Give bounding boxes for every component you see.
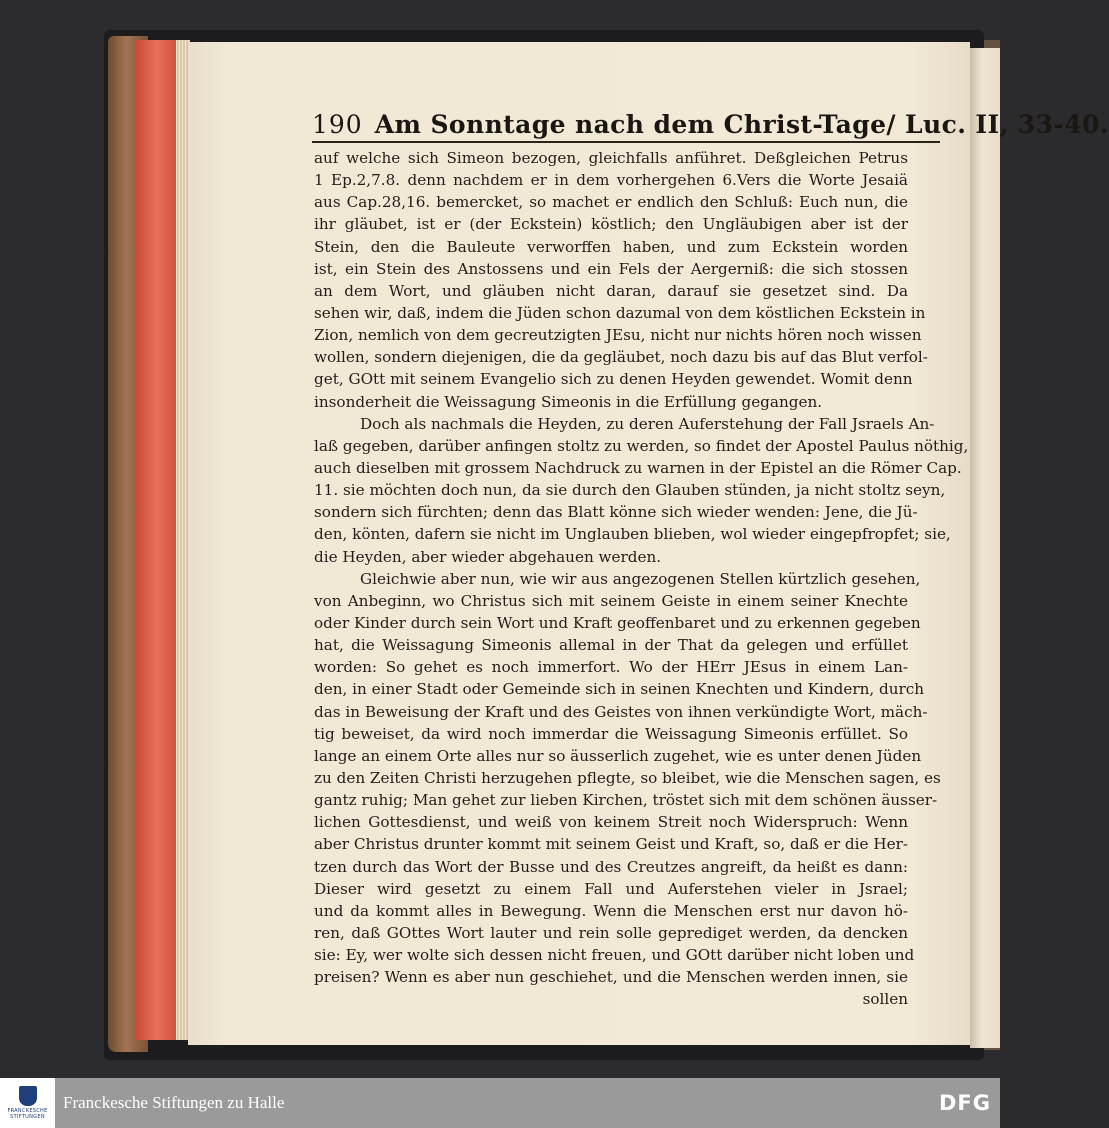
- text-line: sehen wir, daß, indem die Jüden schon dazumal von dem köstlichen Eckstein in: [314, 303, 926, 322]
- text-line: auf welche sich Simeon bezogen, gleichfalls anführet. Deßgleichen Petrus: [314, 149, 908, 167]
- institution-logo[interactable]: [0, 1078, 55, 1128]
- text-line: ihr gläubet, ist er (der Eckstein) köstlich; den Ungläubigen aber ist der: [314, 215, 908, 234]
- text-line: gantz ruhig; Man gehet zur lieben Kirchen, tröstet sich mit dem schönen äusser-: [314, 791, 938, 810]
- text-line: insonderheit die Weissagung Simeonis in die Erfüllung gegangen.: [314, 392, 823, 411]
- text-line: zu den Zeiten Christi herzugehen pflegte, so bleibet, wie die Menschen sagen, es: [314, 768, 941, 787]
- text-line: sondern sich fürchten; denn das Blatt könne sich wieder wenden: Jene, die Jü-: [314, 503, 918, 522]
- page-header: [312, 107, 1109, 139]
- text-line: tzen durch das Wort der Busse und des Creutzes angreift, da heißt es dann:: [314, 857, 908, 876]
- text-line: aber Christus drunter kommt mit seinem Geist und Kraft, so, daß er die Her-: [314, 835, 908, 854]
- page-text: [314, 147, 969, 1010]
- text-line: an dem Wort, und gläuben nicht daran, darauf sie gesetzet sind. Da: [314, 281, 908, 300]
- text-line: aus Cap.28,16. bemercket, so machet er endlich den Schluß: Euch nun, die: [314, 193, 908, 212]
- running-head: Am Sonntage nach dem Christ-Tage/ Luc. II, 33-40.: [374, 110, 1109, 139]
- catchword: sollen: [862, 990, 908, 1009]
- page-number: 190: [312, 110, 363, 139]
- text-line: 1 Ep.2,7.8. denn nachdem er in dem vorhergehen 6.Vers die Worte Jesaiä: [314, 171, 908, 190]
- header-rule: [312, 141, 940, 143]
- seal-icon: [19, 1086, 37, 1106]
- text-line: ren, daß GOttes Wort lauter und rein solle geprediget werden, da dencken: [314, 923, 908, 942]
- text-line: den, könten, dafern sie nicht im Unglauben blieben, wol wieder eingepfropfet; sie,: [314, 525, 951, 544]
- text-line: lichen Gottesdienst, und weiß von keinem Streit noch Widerspruch: Wenn: [314, 813, 908, 832]
- text-line: laß gegeben, darüber anfingen stoltz zu werden, so findet der Apostel Paulus nöthig,: [314, 436, 969, 455]
- text-line: 11. sie möchten doch nun, da sie durch den Glauben stünden, ja nicht stoltz seyn,: [314, 481, 946, 500]
- text-line: hat, die Weissagung Simeonis allemal in der That da gelegen und erfüllet: [314, 636, 908, 655]
- text-line: die Heyden, aber wieder abgehauen werden.: [314, 547, 662, 566]
- text-line: und da kommt alles in Bewegung. Wenn die Menschen erst nur davon hö-: [314, 901, 908, 920]
- facing-page-edge: [970, 48, 1000, 1048]
- text-line: ist, ein Stein des Anstossens und ein Fels der Aergerniß: die sich stossen: [314, 259, 908, 278]
- text-line: wollen, sondern diejenigen, die da gegläubet, noch dazu bis auf das Blut verfol-: [314, 348, 928, 367]
- text-line: worden: So gehet es noch immerfort. Wo der HErr JEsus in einem Lan-: [314, 658, 908, 677]
- text-line: auch dieselben mit grossem Nachdruck zu warnen in der Epistel an die Römer Cap.: [314, 458, 962, 477]
- text-line: von Anbeginn, wo Christus sich mit seinem Geiste in einem seiner Knechte: [314, 591, 908, 610]
- text-line: Gleichwie aber nun, wie wir aus angezogenen Stellen kürtzlich gesehen,: [360, 569, 921, 588]
- text-line: lange an einem Orte alles nur so äusserlich zugehet, wie es unter denen Jüden: [314, 746, 922, 765]
- text-line: Dieser wird gesetzt zu einem Fall und Auferstehen vieler in Jsrael;: [314, 879, 908, 898]
- text-line: Zion, nemlich von dem gecreutzigten JEsu, nicht nur nichts hören noch wissen: [314, 326, 922, 345]
- footer-bar: [0, 1078, 1000, 1128]
- text-line: oder Kinder durch sein Wort und Kraft geoffenbaret und zu erkennen gegeben: [314, 613, 921, 632]
- text-line: das in Beweisung der Kraft und des Geistes von ihnen verkündigte Wort, mäch-: [314, 702, 928, 721]
- funder-logo[interactable]: DFG: [938, 1091, 991, 1115]
- text-line: tig beweiset, da wird noch immerdar die Weissagung Simeonis erfüllet. So: [314, 724, 908, 743]
- institution-name[interactable]: Franckesche Stiftungen zu Halle: [63, 1093, 285, 1112]
- text-line: den, in einer Stadt oder Gemeinde sich in seinen Knechten und Kindern, durch: [314, 680, 925, 699]
- text-line: Stein, den die Bauleute verworffen haben, und zum Eckstein worden: [314, 237, 908, 256]
- text-line: preisen? Wenn es aber nun geschiehet, und die Menschen werden innen, sie: [314, 968, 908, 987]
- text-line: sie: Ey, wer wolte sich dessen nicht freuen, und GOtt darüber nicht loben und: [314, 946, 915, 965]
- logo-text: FRANCKESCHE STIFTUNGEN: [7, 1108, 48, 1120]
- text-line: get, GOtt mit seinem Evangelio sich zu denen Heyden gewendet. Womit denn: [314, 370, 913, 389]
- text-line: Doch als nachmals die Heyden, zu deren Auferstehung der Fall Jsraels An-: [360, 414, 935, 433]
